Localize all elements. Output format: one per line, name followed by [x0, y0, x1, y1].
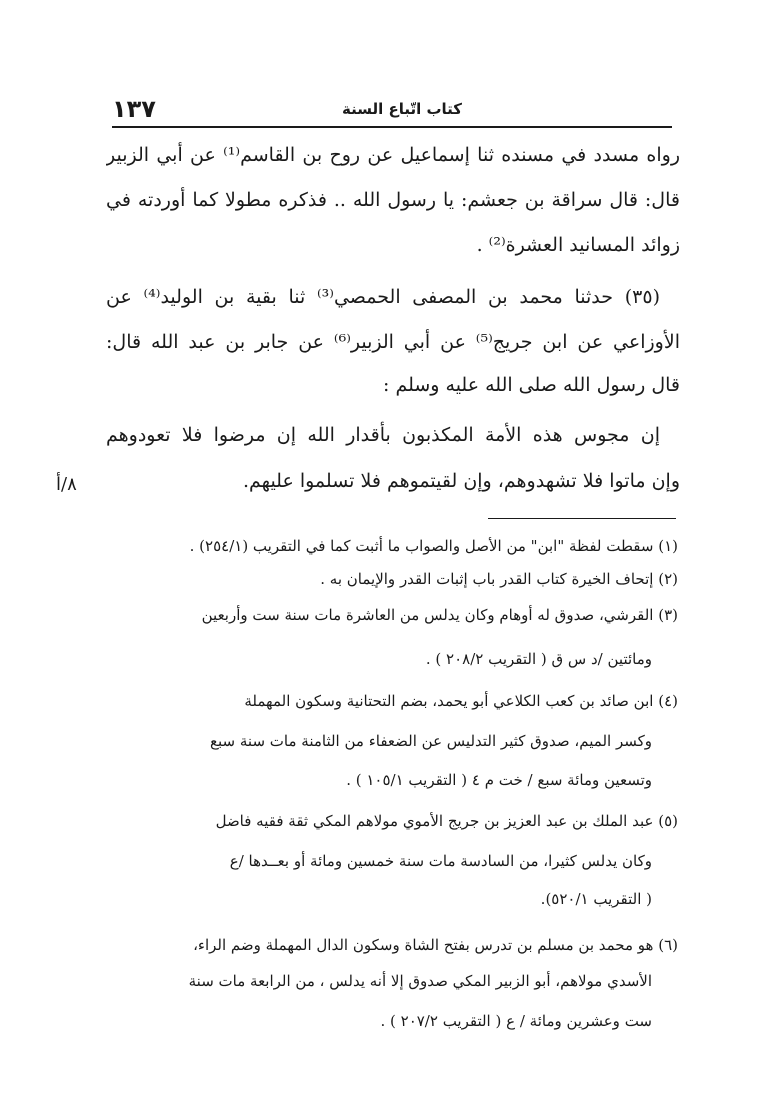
- body-line: إن مجوس هذه الأمة المكذبون بأقدار الله إن مرضوا فلا تعودوهم: [106, 424, 660, 446]
- body-line: وإن ماتوا فلا تشهدوهم، وإن لقيتموهم فلا تسلموا عليهم.: [243, 470, 680, 492]
- body-line: قال: قال سراقة بن جعشم: يا رسول الله .. فذكره مطولا كما أوردته في: [106, 189, 680, 211]
- footnote-line: ( التقريب ٥٢٠/١).: [540, 890, 652, 908]
- body-line: قال رسول الله صلى الله عليه وسلم :: [383, 374, 680, 396]
- footnote-line: ومائتين /د س ق ( التقريب ٢٠٨/٢ ) .: [425, 650, 652, 668]
- body-line: رواه مسدد في مسنده ثنا إسماعيل عن روح بن القاسم⁽¹⁾ عن أبي الزبير: [106, 144, 680, 166]
- footnote-line: وكسر الميم، صدوق كثير التدليس عن الضعفاء من الثامنة مات سنة سبع: [210, 732, 652, 750]
- body-line: الأوزاعي عن ابن جريج⁽⁵⁾ عن أبي الزبير⁽⁶⁾ عن جابر بن عبد الله قال:: [106, 331, 680, 353]
- footnote-line: الأسدي مولاهم، أبو الزبير المكي صدوق إلا أنه يدلس ، من الرابعة مات سنة: [188, 972, 652, 990]
- footnote-line: وتسعين ومائة سبع / خت م ٤ ( التقريب ١٠٥/١ ) .: [346, 771, 652, 789]
- body-line: (٣٥) حدثنا محمد بن المصفى الحمصي⁽³⁾ ثنا بقية بن الوليد⁽⁴⁾ عن: [106, 286, 660, 308]
- book-title: كتاب اتّباع السنة: [341, 100, 463, 118]
- running-header: [112, 94, 672, 128]
- body-line: زوائد المسانيد العشرة⁽²⁾ .: [476, 234, 680, 256]
- page-number: ١٣٧: [112, 95, 156, 123]
- footnote-separator: [488, 518, 676, 519]
- footnote-line: ست وعشرين ومائة / ع ( التقريب ٢٠٧/٢ ) .: [380, 1012, 652, 1030]
- footnote-line: (١) سقطت لفظة "ابن" من الأصل والصواب ما أثبت كما في التقريب (٢٥٤/١) .: [189, 537, 678, 555]
- footnote-line: (٦) هو محمد بن مسلم بن تدرس بفتح الشاة وسكون الدال المهملة وضم الراء،: [193, 936, 678, 954]
- footnote-line: (٤) ابن صائد بن كعب الكلاعي أبو يحمد، بضم التحتانية وسكون المهملة: [244, 692, 678, 710]
- manuscript-folio-note: ٨/أ: [56, 474, 77, 495]
- footnote-line: (٣) القرشي، صدوق له أوهام وكان يدلس من العاشرة مات سنة ست وأربعين: [201, 606, 678, 624]
- footnote-line: وكان يدلس كثيرا، من السادسة مات سنة خمسين ومائة أو بعــدها /ع: [229, 852, 652, 870]
- footnote-line: (٥) عبد الملك بن عبد العزيز بن جريج الأموي مولاهم المكي ثقة فقيه فاضل: [215, 812, 678, 830]
- footnote-line: (٢) إتحاف الخيرة كتاب القدر باب إثبات القدر والإيمان به .: [320, 570, 678, 588]
